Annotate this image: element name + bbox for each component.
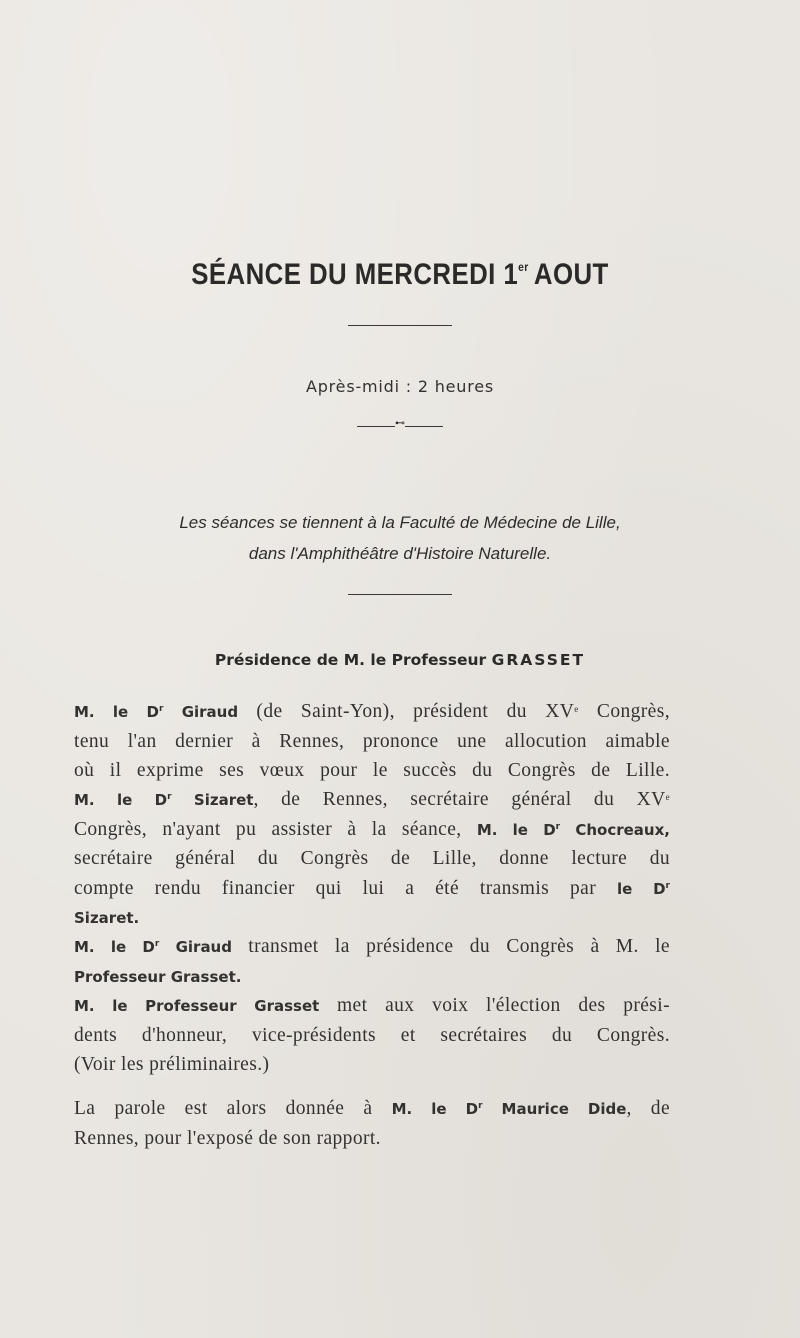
ornament-icon: ⊷ [395, 418, 405, 429]
paragraph-1 [74, 697, 670, 786]
intro-line-1: Les séances se tiennent à la Faculté de Médecine de Lille, [179, 513, 621, 532]
title-text-end: AOUT [533, 258, 609, 291]
intro-rule [348, 594, 452, 595]
paragraph-2-line-3: secrétaire général du Congrès de Lille, donne lecture du [74, 848, 670, 869]
paragraph-4-line-2: dents d'honneur, vice-présidents et secrétaires du Congrès. [74, 1024, 670, 1046]
paragraph-3 [74, 932, 670, 991]
title-text: SÉANCE DU MERCREDI 1 [191, 258, 519, 291]
paragraph-4-line-3: (Voir les préliminaires.) [74, 1054, 270, 1075]
paragraph-1-line-3: où il exprime ses vœux pour le succès du Congrès de Lille. [74, 760, 670, 781]
paragraph-2-line-4: compte rendu financier qui lui a été transmis par le $D^r$ [74, 877, 670, 899]
title-superscript: er [518, 260, 529, 274]
paragraph-4 [74, 991, 670, 1080]
paragraph-2 [74, 785, 670, 933]
paragraph-3-line-1: M. le $D^r$ Giraud transmet la présidence du Congrès à M. le [74, 936, 670, 957]
paragraph-1-line-2: tenu l'an dernier à Rennes, prononce une allocution aimable [74, 730, 670, 752]
paragraph-1-line-1: M. le $D^r$ Giraud (de Saint-Yon), président du XVe Congrès, [74, 701, 670, 722]
paragraph-3-line-2: Professeur Grasset. [74, 967, 242, 986]
paragraph-5-line-2: Rennes, pour l'exposé de son rapport. [74, 1127, 381, 1149]
intro-line-2: dans l'Amphithéâtre d'Histoire Naturelle. [248, 544, 552, 563]
session-time: Après-midi : 2 heures [305, 377, 495, 396]
title-rule [348, 325, 452, 326]
paragraph-2-line-5: Sizaret. [74, 909, 140, 927]
paragraph-5-line-1: La parole est alors donnée à M. le $D^r$ Maurice Dide, de [74, 1098, 671, 1119]
paragraph-5 [74, 1094, 670, 1153]
ornament-divider [0, 418, 800, 434]
paragraph-4-line-1: M. le Professeur Grasset met aux voix l'élection des prési- [74, 995, 671, 1016]
presidence-prefix: Présidence de M. le Professeur [214, 651, 487, 669]
ornament-line-right [405, 426, 443, 427]
paragraph-2-line-2: Congrès, n'ayant pu assister à la séance, M. le $D^r$ Chocreaux, [74, 818, 670, 840]
paragraph-2-line-1: M. le $D^r$ Sizaret, de Rennes, secrétaire général du XVe [74, 789, 671, 810]
presidence-name: GRASSET [491, 651, 586, 669]
session-title [56, 258, 744, 292]
presidence-heading [0, 651, 800, 669]
